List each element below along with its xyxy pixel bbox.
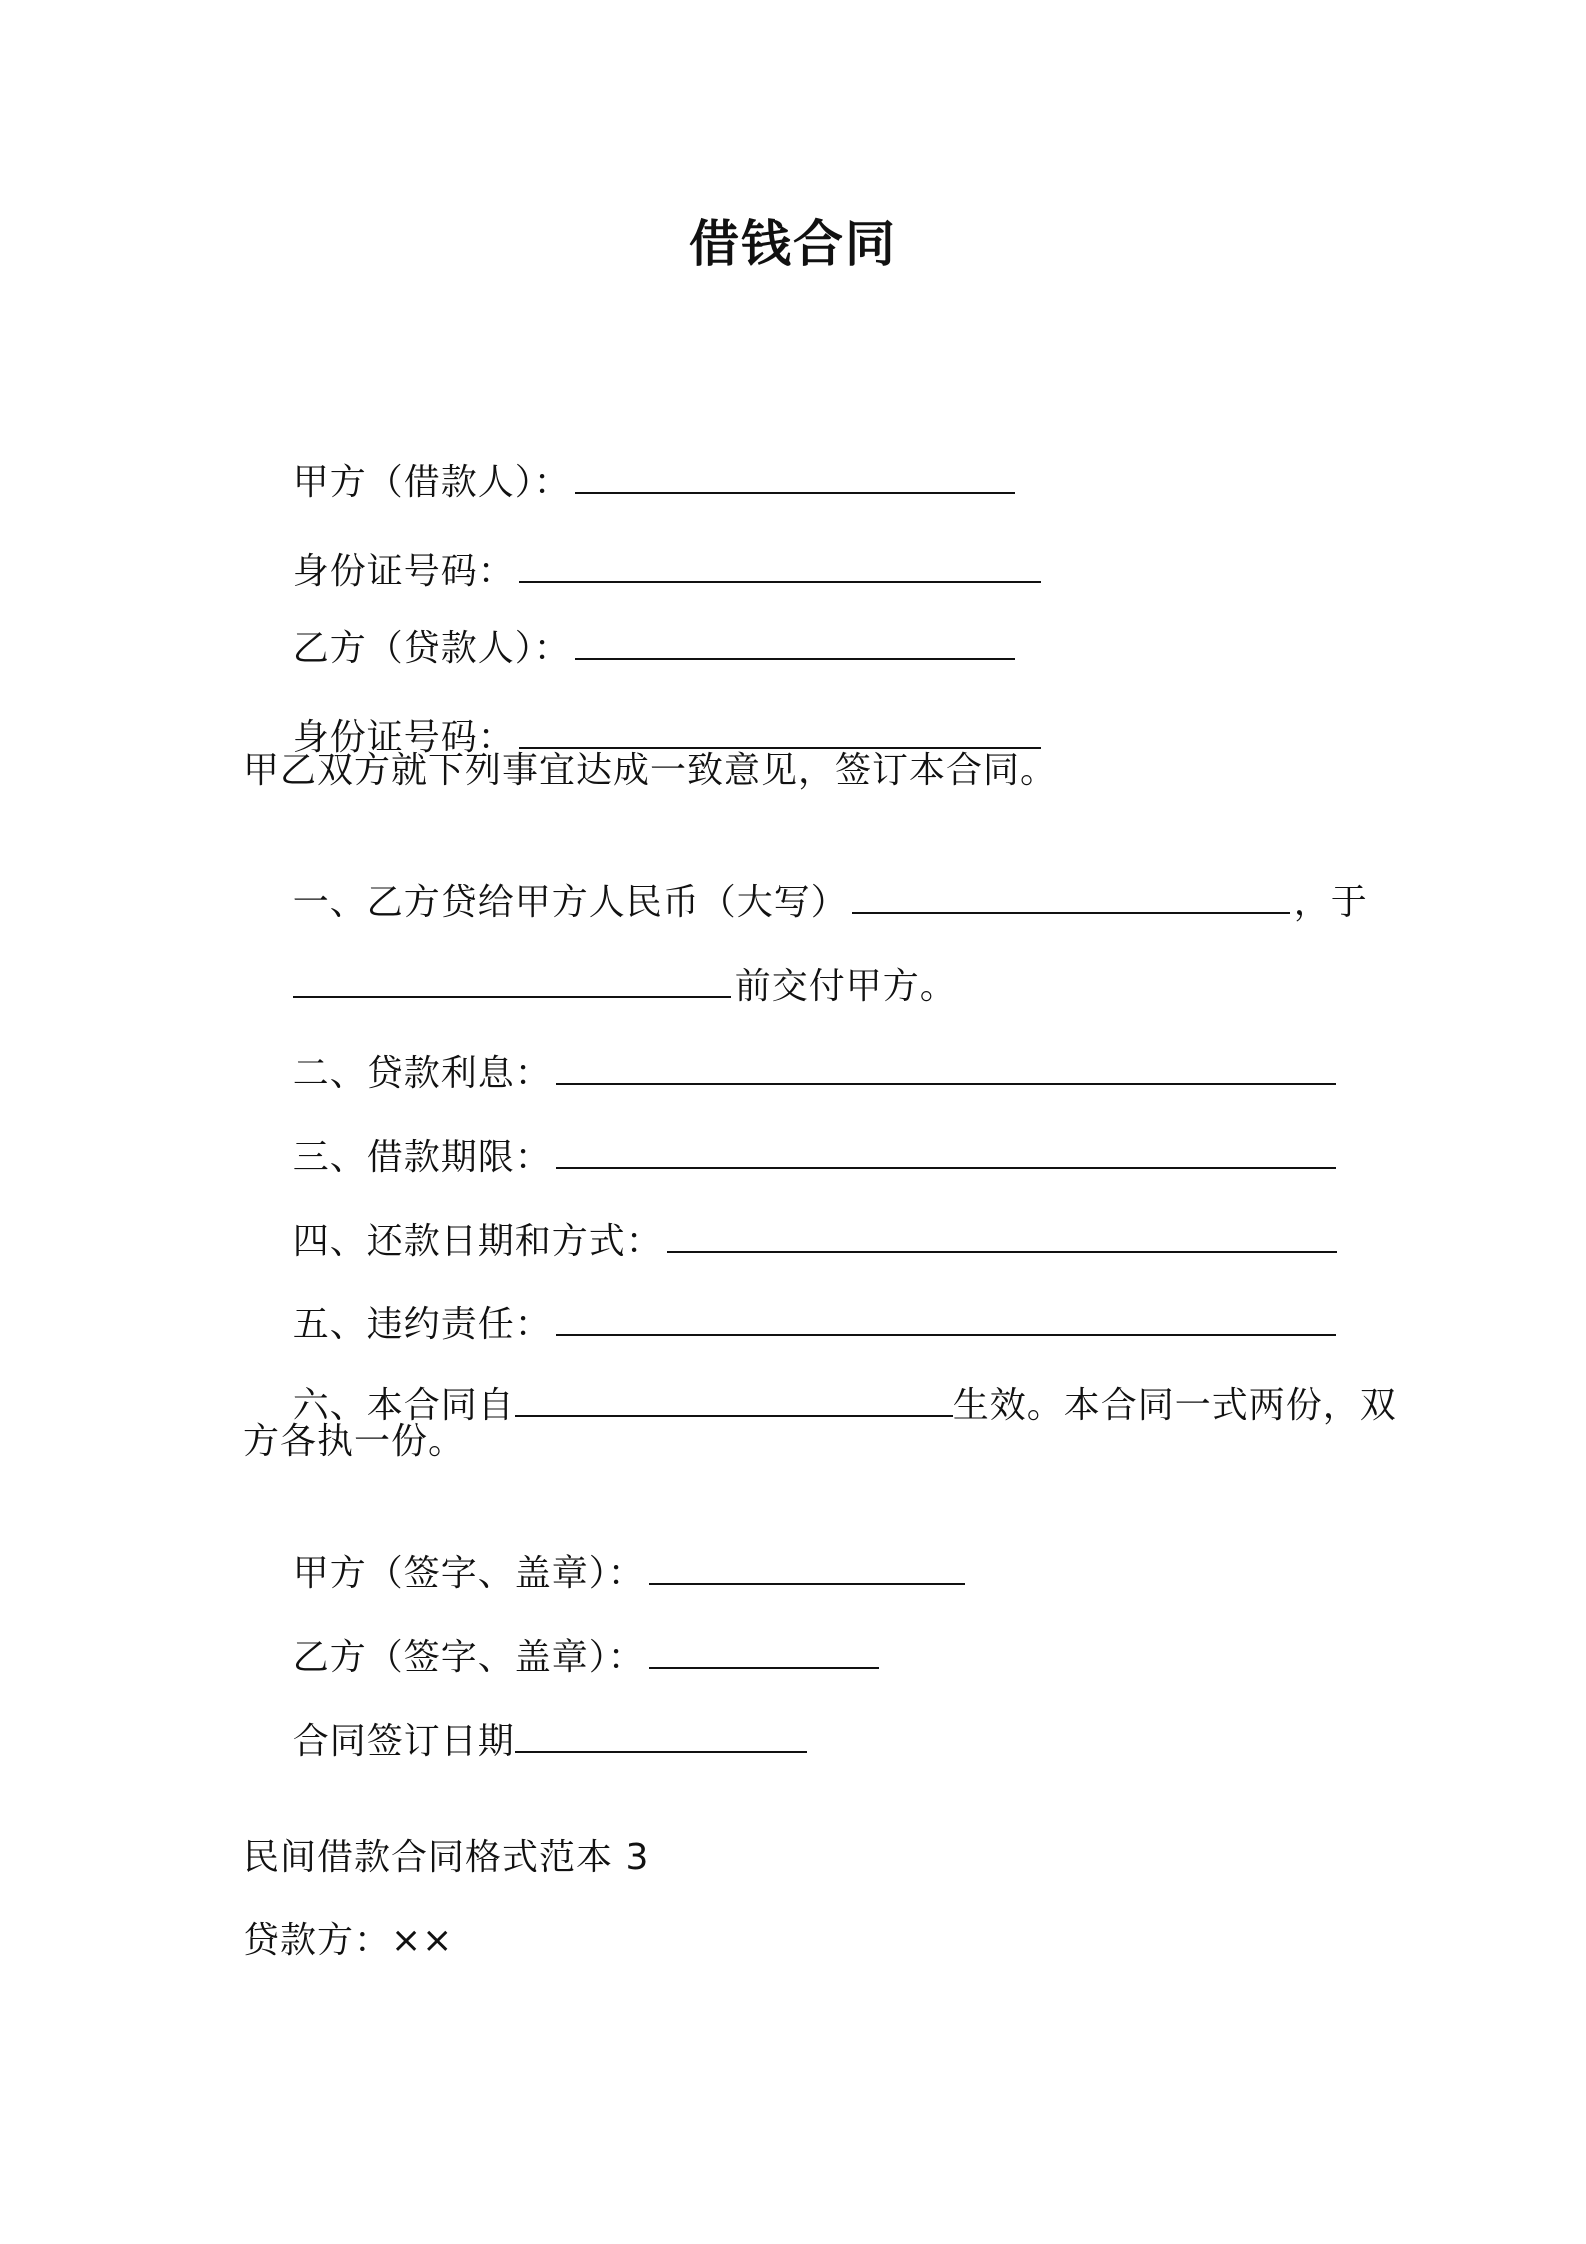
sign-date-label: 合同签订日期 [292,1721,515,1762]
clause-1-text: 一、乙方贷给甲方人民币（大写） [292,882,848,923]
sign-b-blank[interactable] [649,1641,879,1669]
sign-b-label: 乙方（签字、盖章）： [292,1637,645,1678]
party-a-label: 甲方（借款人）： [292,462,571,503]
liability-blank[interactable] [556,1308,1336,1336]
clause-1-delivery: 前交付甲方。 [734,966,957,1007]
loan-amount-blank[interactable] [852,886,1290,914]
clause-4-label: 四、还款日期和方式： [292,1221,663,1262]
sign-date-blank[interactable] [515,1725,807,1753]
clause-3-label: 三、借款期限： [292,1137,552,1178]
id-number-label-2: 身份证号码： [292,717,515,758]
document-title: 借钱合同 [689,215,897,273]
sign-a-label: 甲方（签字、盖章）： [292,1553,645,1594]
template-heading: 民间借款合同格式范本 3 [243,1837,650,1878]
effective-date-blank[interactable] [515,1389,953,1417]
party-a-blank[interactable] [575,466,1015,494]
intro-paragraph: 甲乙双方就下列事宜达成一致意见，签订本合同。 [243,750,1058,791]
id-number-blank-2[interactable] [519,721,1041,749]
id-number-label-1: 身份证号码： [292,551,515,592]
clause-6-text: 六、本合同自 [292,1385,515,1426]
clause-6-effective: 生效。本合同一式两份，双 [952,1385,1397,1426]
sign-a-blank[interactable] [649,1557,965,1585]
lender-line: 贷款方：×× [243,1920,454,1961]
party-b-blank[interactable] [575,632,1015,660]
clause-5-label: 五、违约责任： [292,1304,552,1345]
delivery-date-blank[interactable] [293,970,731,998]
clause-1-yu: ，于 [1293,882,1368,923]
clause-2-label: 二、贷款利息： [292,1053,552,1094]
sign-date-line [243,1670,811,1814]
party-b-label: 乙方（贷款人）： [292,628,571,669]
repayment-blank[interactable] [667,1225,1337,1253]
interest-blank[interactable] [556,1057,1336,1085]
term-blank[interactable] [556,1141,1336,1169]
clause-6-line-2: 方各执一份。 [243,1421,466,1462]
